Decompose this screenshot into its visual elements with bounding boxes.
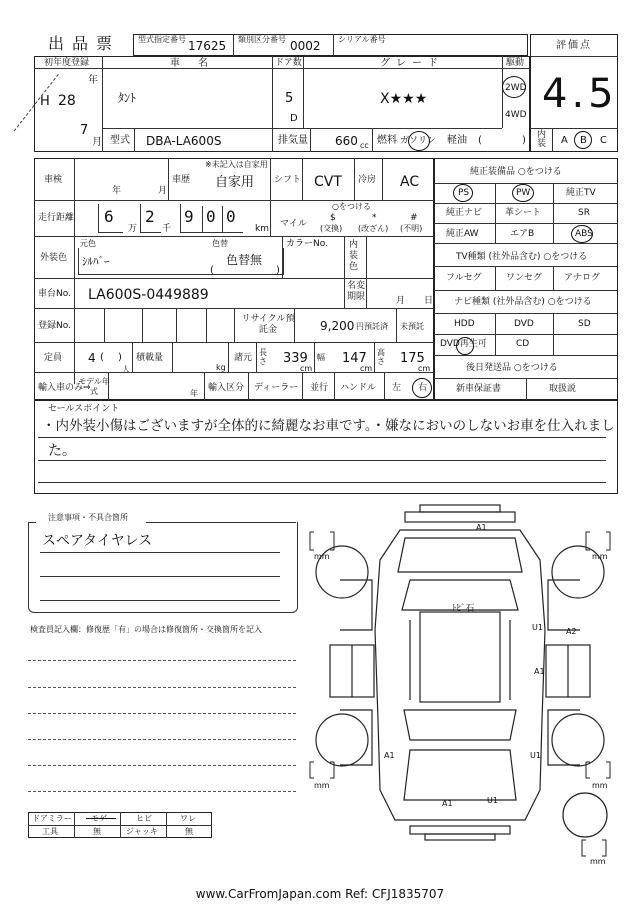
later-warranty: 新車保証書	[456, 384, 502, 394]
history-label: 車歴	[172, 175, 191, 185]
mm-spare: mm	[590, 857, 606, 866]
recycle-amount: 9,200	[320, 319, 355, 333]
height-label: 高さ	[377, 348, 385, 366]
navi-dvd: DVD	[514, 319, 534, 329]
sales-label: セールスポイント	[48, 404, 120, 414]
interior-grade-c: C	[600, 135, 607, 146]
mm-front-right: mm	[592, 552, 608, 561]
handle-right: 右	[418, 383, 428, 393]
model-year-label: モデル年式	[78, 377, 110, 396]
drive-2wd: 2WD	[505, 83, 527, 93]
fuel-gasoline: ガソリン	[400, 136, 437, 146]
repaint-label: 色替	[212, 239, 228, 248]
tv-analog: アナログ	[564, 273, 601, 283]
capacity-label: 定員	[44, 353, 63, 363]
capacity-value: 4	[88, 351, 96, 365]
sales-line-2: た。	[48, 443, 76, 459]
jack-label: ジャッキ	[126, 827, 158, 836]
model-spec-no: 17625	[188, 39, 227, 53]
recycle-not: 未預託	[400, 322, 424, 331]
height-cm: cm	[418, 364, 431, 373]
later-title: 後日発送品 ○をつける	[466, 363, 558, 373]
repaint-paren-close: )	[276, 265, 280, 276]
damage-mark: ﾄﾋﾞ石	[452, 604, 475, 614]
shaken-year-unit: 年	[112, 186, 122, 196]
color-no-label: カラーNo.	[286, 239, 328, 249]
length-cm: cm	[300, 364, 313, 373]
damage-mark: U1	[487, 796, 498, 805]
symbol-note: ○をつける	[332, 202, 371, 211]
interior-color-label: 内装色	[349, 240, 359, 272]
tv-fullseg: フルセグ	[446, 273, 482, 283]
handle-right-circle	[412, 378, 432, 398]
recycle-label: リサイクル預託金	[241, 314, 295, 335]
import-label: 輸入車のみ⇒	[38, 383, 91, 393]
mileage-digit: 6	[104, 207, 114, 226]
orig-color-value: ｼﾙﾊﾞｰ	[82, 255, 110, 268]
navi-sd: SD	[578, 319, 591, 329]
inspector-label: 検査員記入欄：修復歴「有」の場合は修復箇所・交換箇所を記入	[30, 625, 262, 634]
navi-cd: CD	[516, 339, 530, 349]
dims-label: 諸元	[234, 353, 253, 363]
import-type-label: 輸入区分	[208, 383, 245, 393]
shaken-label: 車検	[44, 175, 63, 185]
equip-pw-circle	[512, 184, 534, 202]
reg-year: 28	[58, 93, 76, 109]
notes-line-1: スペアタイヤレス	[42, 533, 153, 549]
parallel-option: 並行	[310, 383, 329, 393]
model-spec-label: 型式指定番号	[138, 35, 186, 44]
tools-label: 工具	[42, 827, 58, 836]
cc-unit: cc	[360, 141, 369, 150]
tools-value: 無	[93, 827, 101, 836]
damage-mark: U1	[530, 751, 541, 760]
footer-watermark: www.CarFromJapan.com Ref: CFJ1835707	[195, 887, 445, 901]
equip-ps: PS	[458, 188, 470, 198]
sym-dollar-note: (交換)	[320, 224, 343, 233]
interior-label: 内装	[537, 130, 547, 149]
serial-label: シリアル番号	[338, 35, 386, 44]
car-name-label: 車名	[170, 58, 226, 69]
mirror-label: ドアミラー	[32, 814, 72, 823]
car-name: ﾀﾝﾄ	[118, 91, 137, 105]
dealer-option: ディーラー	[254, 383, 299, 393]
interior-grade-b: B	[580, 135, 587, 146]
history-value: 自家用	[215, 175, 255, 190]
length-value: 339	[283, 351, 308, 366]
genuine-title: 純正装備品 ○をつける	[470, 167, 562, 177]
equip-pw: PW	[516, 188, 531, 198]
mirror-loose: モゲ	[91, 814, 107, 823]
shift-value: CVT	[314, 174, 342, 190]
sheet-title: 出品票	[48, 34, 121, 53]
ac-value: AC	[400, 174, 420, 190]
recycle-unit: 円預託済	[356, 322, 388, 331]
capacity-paren-close: )	[118, 352, 122, 363]
man-unit: 万	[128, 224, 138, 234]
fuel-selected-circle	[408, 131, 430, 151]
history-note: ※未記入は自家用	[205, 160, 268, 169]
grade-value: X★★★	[380, 91, 428, 107]
capacity-paren-open: (	[100, 352, 104, 363]
interior-grade-a: A	[561, 135, 568, 146]
equip-abs-circle	[571, 225, 593, 243]
mileage-label: 走行距離	[38, 213, 75, 223]
mm-front-left: mm	[314, 552, 330, 561]
ac-label: 冷房	[358, 175, 377, 185]
sales-line-1: ・内外装小傷はございますが全体的に綺麗なお車です。・嫌なにおいのしないお車を仕入れまし	[42, 418, 615, 434]
navi-dvd-play-circle	[456, 337, 474, 355]
fuel-paren-open: (	[478, 135, 482, 146]
doors-value: 5	[285, 91, 294, 106]
fuel-label: 燃料	[377, 135, 397, 146]
mm-rear-left: mm	[314, 781, 330, 790]
mirror-break: ワレ	[180, 814, 196, 823]
first-reg-label: 初年度登録	[44, 58, 90, 68]
fuel-paren-close: )	[522, 135, 526, 146]
sen-unit: 千	[162, 224, 172, 234]
chassis-value: LA600S-0449889	[88, 287, 209, 303]
navi-dvd-play: DVD再生可	[440, 339, 487, 349]
door-type: D	[290, 113, 298, 124]
handle-label: ハンドル	[340, 383, 377, 393]
sym-dollar: $	[330, 213, 336, 223]
drive-4wd: 4WD	[505, 110, 527, 120]
sym-star: *	[372, 213, 377, 223]
grade-label: グレード	[380, 58, 444, 69]
kg-unit: kg	[216, 363, 226, 372]
navi-hdd: HDD	[454, 319, 475, 329]
damage-mark: A1	[442, 799, 453, 808]
person-unit: 人	[122, 365, 130, 374]
damage-mark: U1	[532, 623, 543, 632]
damage-mark: A1	[384, 751, 395, 760]
damage-mark: A1	[534, 667, 545, 676]
equip-abs: ABS	[575, 229, 593, 239]
mileage-digit: 0	[226, 207, 236, 226]
equip-leather: 革シート	[505, 208, 542, 218]
km-unit: km	[255, 224, 269, 234]
class-no-label: 類別区分番号	[238, 35, 286, 44]
nameplate-day: 日	[424, 296, 434, 306]
tv-title: TV種類 (社外品含む) ○をつける	[456, 252, 588, 262]
interior-selected-circle	[574, 131, 592, 149]
displacement-label: 排気量	[278, 135, 308, 146]
jack-value: 無	[185, 827, 193, 836]
mile-unit: マイル	[280, 219, 307, 229]
equip-ps-circle	[453, 184, 473, 202]
reg-month: 7	[80, 123, 89, 138]
nameplate-month: 月	[396, 296, 406, 306]
reg-no-label: 登録No.	[38, 321, 71, 331]
model-value: DBA-LA600S	[146, 134, 222, 148]
mileage-digit: 0	[206, 207, 216, 226]
shift-label: シフト	[274, 175, 302, 185]
displacement-value: 660	[335, 134, 358, 148]
sym-star-note: (改ざん)	[358, 224, 389, 233]
navi-title: ナビ種類 (社外品含む) ○をつける	[454, 297, 592, 307]
equip-navi: 純正ナビ	[446, 208, 483, 218]
mirror-crack: ヒビ	[136, 814, 152, 823]
sym-hash-note: (不明)	[400, 224, 423, 233]
mileage-digit: 9	[184, 207, 194, 226]
color-label: 外装色	[40, 253, 68, 263]
length-label: 長さ	[259, 348, 267, 366]
height-value: 175	[400, 351, 425, 366]
notes-label: 注意事項・不具合箇所	[48, 513, 128, 522]
drive-label: 駆動	[506, 58, 525, 68]
orig-color-label: 元色	[80, 239, 96, 248]
mileage-digit: 2	[145, 207, 155, 226]
car-diagram	[300, 500, 620, 870]
sales-box	[34, 400, 618, 494]
chassis-label: 車台No.	[38, 289, 71, 299]
drive-2wd-circle	[502, 76, 526, 98]
shaken-month-unit: 月	[158, 186, 168, 196]
model-year-unit: 年	[190, 389, 198, 398]
model-label: 型式	[110, 135, 130, 146]
sym-hash: #	[410, 213, 418, 223]
width-label: 幅	[317, 353, 325, 362]
equip-sr: SR	[578, 208, 590, 218]
doors-label: ドア数	[275, 58, 302, 68]
load-label: 積載量	[136, 353, 164, 363]
tv-oneseg: ワンセグ	[506, 273, 543, 283]
repaint-value: 色替無	[226, 253, 263, 267]
mm-rear-right: mm	[592, 781, 608, 790]
reg-era: H	[40, 94, 50, 109]
later-manual: 取扱説	[549, 384, 577, 394]
damage-mark: A2	[566, 627, 577, 636]
width-value: 147	[342, 351, 367, 366]
equip-tv: 純正TV	[566, 188, 596, 198]
equip-airbag: エアB	[510, 229, 535, 239]
reg-year-unit: 年	[88, 75, 98, 86]
damage-mark: A1	[476, 523, 487, 532]
equip-aw: 純正AW	[446, 229, 479, 239]
class-no: 0002	[290, 39, 321, 53]
score-label: 評価点	[556, 40, 592, 51]
score-value: 4.5	[542, 71, 618, 117]
reg-month-unit: 月	[92, 137, 102, 148]
handle-left: 左	[392, 383, 402, 393]
fuel-diesel: 軽油	[447, 135, 467, 146]
width-cm: cm	[360, 364, 373, 373]
repaint-paren-open: (	[210, 265, 214, 276]
nameplate-label: 名変期限	[347, 281, 366, 302]
